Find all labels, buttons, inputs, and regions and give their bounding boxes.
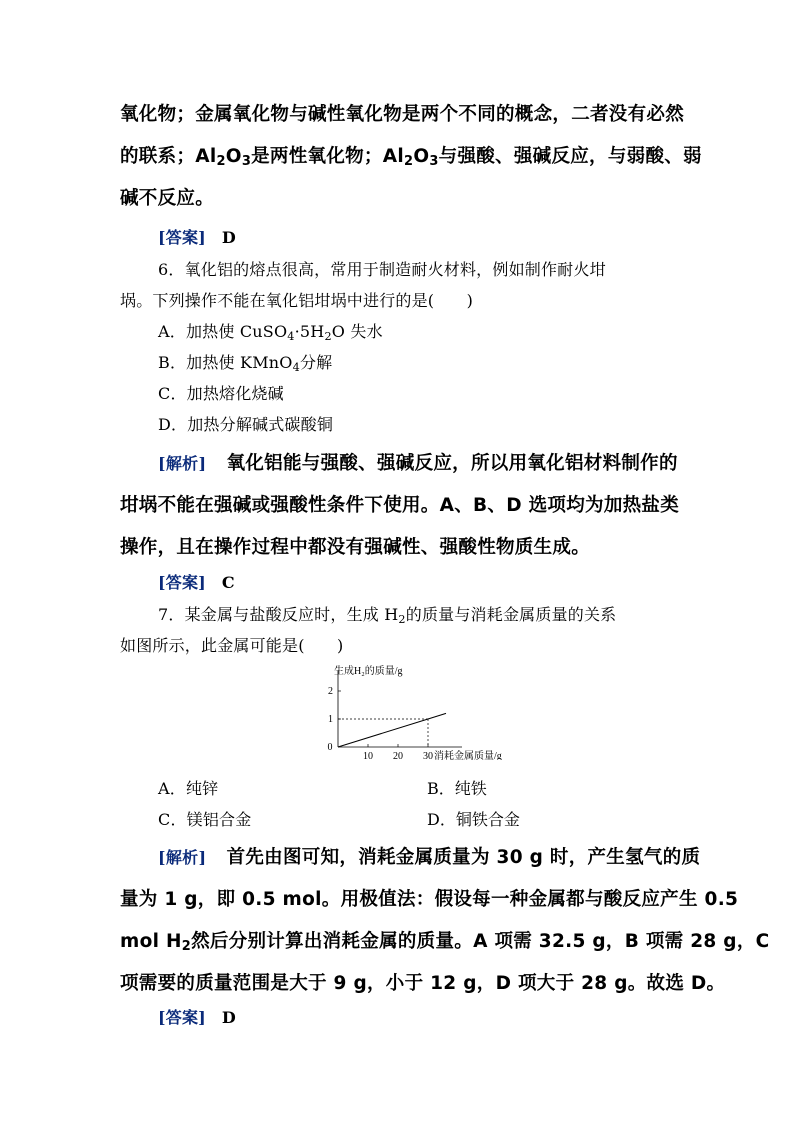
analysis-tag: [解析] (158, 454, 207, 473)
q6-option-d: D．加热分解碱式碳酸铜 (158, 415, 334, 434)
q7-option-a: A．纯锌 (158, 779, 219, 798)
origin-label: 0 (327, 742, 333, 753)
y-tick-label: 2 (328, 686, 333, 697)
prev-answer: [答案] D (158, 228, 236, 247)
q6-answer: [答案] C (158, 573, 235, 592)
q6-analysis-line-1: [解析] 氧化铝能与强酸、强碱反应，所以用氧化铝材料制作的 (158, 453, 678, 474)
analysis-tag: [解析] (158, 848, 207, 867)
x-tick-label: 10 (363, 751, 373, 760)
x-tick-label: 20 (393, 751, 403, 760)
q6-option-c: C．加热熔化烧碱 (158, 384, 284, 403)
q7-analysis-line-2: 量为 1 g，即 0.5 mol。用极值法：假设每一种金属都与酸反应产生 0.5 (120, 889, 739, 910)
q7-stem-line-2: 如图所示，此金属可能是( ) (120, 636, 344, 655)
y-tick-label: 1 (328, 714, 333, 725)
q7-analysis-line-3: mol $H_2$然后分别计算出消耗金属的质量。A 项需 32.5 g，B 项需 28 g，C (120, 931, 770, 954)
answer-tag: [答案] (158, 573, 206, 592)
series-line (338, 713, 446, 747)
answer-tag: [答案] (158, 1008, 206, 1027)
q7-answer: [答案] D (158, 1008, 236, 1027)
x-axis-label: 消耗金属质量/g (434, 751, 502, 760)
prev-analysis-line-1: 氧化物；金属氧化物与碱性氧化物是两个不同的概念，二者没有必然 (120, 104, 685, 125)
q6-stem-line-1: 6．氧化铝的熔点很高，常用于制造耐火材料，例如制作耐火坩 (158, 260, 606, 279)
prev-analysis-line-3: 碱不反应。 (120, 188, 215, 209)
answer-tag: [答案] (158, 228, 206, 247)
q6-analysis-line-3: 操作，且在操作过程中都没有强碱性、强酸性物质生成。 (120, 537, 591, 558)
q7-option-d: D．铜铁合金 (427, 810, 520, 829)
q7-option-c: C．镁铝合金 (158, 810, 252, 829)
prev-analysis-line-2: 的联系；$Al_2O_3$是两性氧化物；$Al_2O_3$与强酸、强碱反应，与弱酸、弱 (120, 146, 702, 169)
y-axis-label: 生成H₂的质量/g (334, 666, 403, 677)
x-tick-label: 30 (423, 751, 433, 760)
q6-option-b: B．加热使 KMnO$_4$分解 (158, 353, 333, 374)
q7-stem-line-1: 7．某金属与盐酸反应时，生成 $H_2$的质量与消耗金属质量的关系 (158, 605, 617, 626)
q6-option-a: A．加热使 $CuSO_4\cdot 5H_2O$ 失水 (158, 322, 383, 343)
q7-analysis-line-4: 项需要的质量范围是大于 9 g，小于 12 g，D 项大于 28 g。故选 D。 (120, 973, 726, 994)
q6-stem-line-2: 埚。下列操作不能在氧化铝坩埚中进行的是( ) (120, 291, 474, 310)
q7-option-b: B．纯铁 (427, 779, 487, 798)
h2-mass-chart (300, 660, 515, 760)
q7-analysis-line-1: [解析] 首先由图可知，消耗金属质量为 30 g 时，产生氢气的质 (158, 847, 701, 868)
q6-analysis-line-2: 坩埚不能在强碱或强酸性条件下使用。A、B、D 选项均为加热盐类 (120, 495, 680, 516)
